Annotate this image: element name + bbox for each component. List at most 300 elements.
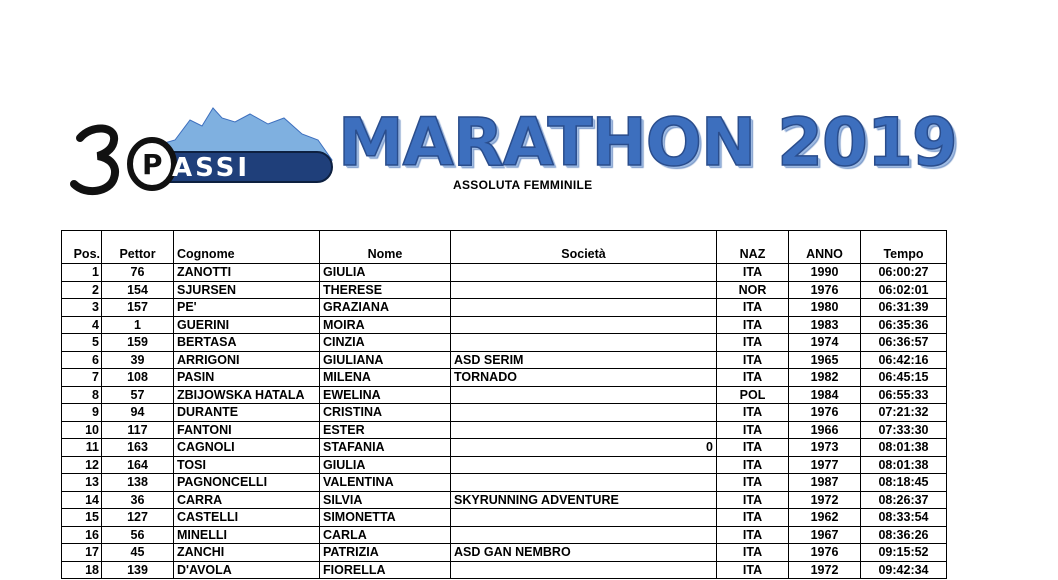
cell-name-text: SIMONETTA — [323, 510, 396, 525]
table-row — [62, 334, 947, 352]
cell-club — [451, 299, 717, 317]
cell-nat — [717, 299, 789, 317]
cell-year — [789, 491, 861, 509]
cell-surname-text: DURANTE — [177, 405, 239, 420]
table-row — [62, 544, 947, 562]
cell-surname-text: TOSI — [177, 457, 206, 472]
cell-surname — [174, 264, 320, 282]
cell-pos-text: 14 — [85, 492, 99, 507]
cell-pos — [62, 561, 102, 579]
cell-nat — [717, 369, 789, 387]
cell-year-text: 1982 — [810, 370, 839, 385]
cell-nat — [717, 526, 789, 544]
cell-pos — [62, 509, 102, 527]
cell-name — [320, 299, 451, 317]
table-row — [62, 509, 947, 527]
cell-surname-text: CAGNOLI — [177, 440, 235, 455]
cell-nat — [717, 561, 789, 579]
cell-year — [789, 264, 861, 282]
cell-name — [320, 404, 451, 422]
cell-surname-text: ZANCHI — [177, 545, 225, 560]
cell-year — [789, 526, 861, 544]
cell-bib — [102, 491, 174, 509]
cell-time-text: 07:33:30 — [878, 422, 929, 437]
cell-nat-text: ITA — [742, 352, 763, 367]
header-nat: NAZ — [717, 231, 789, 264]
table-row — [62, 316, 947, 334]
logo-three — [74, 128, 115, 191]
cell-year — [789, 439, 861, 457]
cell-time — [861, 334, 947, 352]
cell-surname — [174, 474, 320, 492]
header-name: Nome — [320, 231, 451, 264]
cell-name — [320, 456, 451, 474]
cell-surname — [174, 561, 320, 579]
cell-bib — [102, 386, 174, 404]
cell-bib-text: 159 — [127, 335, 148, 350]
cell-time-text: 08:33:54 — [878, 510, 929, 525]
cell-nat — [717, 439, 789, 457]
cell-name-text: STAFANIA — [323, 440, 385, 455]
cell-surname — [174, 281, 320, 299]
cell-pos — [62, 334, 102, 352]
cell-pos-text: 5 — [92, 335, 99, 350]
cell-surname-text: GUERINI — [177, 317, 230, 332]
cell-nat — [717, 316, 789, 334]
cell-surname — [174, 526, 320, 544]
cell-surname — [174, 509, 320, 527]
cell-year-text: 1966 — [810, 422, 839, 437]
cell-bib-text: 76 — [130, 265, 145, 280]
header-pos: Pos. — [62, 231, 102, 264]
cell-surname-text: MINELLI — [177, 527, 227, 542]
cell-nat — [717, 281, 789, 299]
cell-bib — [102, 369, 174, 387]
cell-surname — [174, 369, 320, 387]
header-bib: Pettor — [102, 231, 174, 264]
cell-club — [451, 439, 717, 457]
results-table — [61, 230, 947, 579]
cell-year-text: 1984 — [810, 387, 839, 402]
cell-bib-text: 1 — [134, 317, 141, 332]
cell-club — [451, 456, 717, 474]
cell-name-text: MILENA — [323, 370, 371, 385]
cell-bib-text: 57 — [130, 387, 145, 402]
cell-nat — [717, 264, 789, 282]
cell-year-text: 1973 — [810, 440, 839, 455]
cell-club — [451, 281, 717, 299]
cell-time-text: 06:35:36 — [878, 317, 929, 332]
cell-surname — [174, 316, 320, 334]
cell-surname-text: ZANOTTI — [177, 265, 232, 280]
cell-surname — [174, 544, 320, 562]
table-row — [62, 561, 947, 579]
cell-time — [861, 491, 947, 509]
cell-bib-text: 94 — [130, 405, 145, 420]
table-row — [62, 421, 947, 439]
cell-year — [789, 334, 861, 352]
cell-time — [861, 561, 947, 579]
cell-pos — [62, 299, 102, 317]
cell-time-text: 06:02:01 — [878, 282, 929, 297]
cell-year — [789, 299, 861, 317]
cell-nat-text: POL — [739, 387, 766, 402]
cell-bib — [102, 351, 174, 369]
cell-nat-text: ITA — [742, 335, 763, 350]
cell-club-text: ASD GAN NEMBRO — [454, 545, 571, 560]
cell-surname-text: ARRIGONI — [177, 352, 240, 367]
logo-30-passi — [70, 100, 340, 210]
cell-pos — [62, 281, 102, 299]
cell-name — [320, 439, 451, 457]
table-header-row — [62, 231, 947, 264]
cell-surname — [174, 299, 320, 317]
cell-nat — [717, 334, 789, 352]
cell-club — [451, 474, 717, 492]
cell-club — [451, 334, 717, 352]
cell-year-text: 1965 — [810, 352, 839, 367]
table-row — [62, 351, 947, 369]
cell-nat — [717, 491, 789, 509]
cell-bib — [102, 544, 174, 562]
cell-time — [861, 526, 947, 544]
cell-year — [789, 386, 861, 404]
table-row — [62, 526, 947, 544]
cell-surname — [174, 421, 320, 439]
cell-nat-text: ITA — [742, 510, 763, 525]
cell-club — [451, 509, 717, 527]
cell-nat-text: ITA — [742, 440, 763, 455]
cell-club — [451, 526, 717, 544]
cell-year-text: 1976 — [810, 405, 839, 420]
cell-time-text: 08:01:38 — [878, 440, 929, 455]
table-row — [62, 299, 947, 317]
cell-name-text: FIORELLA — [323, 562, 386, 577]
cell-year-text: 1974 — [810, 335, 839, 350]
cell-pos-text: 16 — [85, 527, 99, 542]
cell-bib-text: 139 — [127, 562, 148, 577]
cell-bib — [102, 316, 174, 334]
cell-bib-text: 39 — [130, 352, 145, 367]
cell-surname — [174, 386, 320, 404]
cell-bib-text: 108 — [127, 370, 148, 385]
cell-club — [451, 351, 717, 369]
cell-surname-text: FANTONI — [177, 422, 232, 437]
cell-name-text: PATRIZIA — [323, 545, 379, 560]
cell-year-text: 1990 — [810, 265, 839, 280]
cell-name — [320, 474, 451, 492]
cell-year-text: 1967 — [810, 527, 839, 542]
cell-pos-text: 11 — [85, 440, 99, 455]
table-row — [62, 456, 947, 474]
cell-bib — [102, 474, 174, 492]
cell-club — [451, 316, 717, 334]
cell-club-text: ASD SERIM — [454, 352, 524, 367]
cell-club — [451, 264, 717, 282]
cell-time — [861, 386, 947, 404]
cell-nat — [717, 386, 789, 404]
cell-name — [320, 526, 451, 544]
cell-surname — [174, 351, 320, 369]
cell-bib — [102, 526, 174, 544]
cell-pos — [62, 369, 102, 387]
cell-time-text: 08:01:38 — [878, 457, 929, 472]
cell-club — [451, 386, 717, 404]
cell-year-text: 1972 — [810, 562, 839, 577]
table-row — [62, 474, 947, 492]
cell-bib-text: 138 — [127, 475, 148, 490]
cell-pos-text: 10 — [85, 422, 99, 437]
cell-club — [451, 491, 717, 509]
header-year: ANNO — [789, 231, 861, 264]
cell-year-text: 1987 — [810, 475, 839, 490]
cell-time-text: 09:15:52 — [878, 545, 929, 560]
cell-time-text: 07:21:32 — [878, 405, 929, 420]
cell-time-text: 06:55:33 — [878, 387, 929, 402]
cell-name — [320, 334, 451, 352]
cell-pos — [62, 456, 102, 474]
cell-surname-text: SJURSEN — [177, 282, 237, 297]
cell-name — [320, 281, 451, 299]
cell-nat-text: ITA — [742, 492, 763, 507]
cell-pos-text: 12 — [85, 457, 99, 472]
cell-name-text: CINZIA — [323, 335, 365, 350]
cell-year — [789, 509, 861, 527]
header-time: Tempo — [861, 231, 947, 264]
cell-time-text: 06:45:15 — [878, 370, 929, 385]
cell-pos-text: 7 — [92, 370, 99, 385]
cell-nat-text: ITA — [742, 370, 763, 385]
cell-bib-text: 154 — [127, 282, 148, 297]
cell-bib-text: 117 — [127, 422, 148, 437]
cell-pos-text: 3 — [92, 300, 99, 315]
logo-word: ASSI — [172, 153, 251, 183]
cell-bib-text: 127 — [127, 510, 148, 525]
cell-surname-text: ZBIJOWSKA HATALA — [177, 387, 305, 402]
table-row — [62, 439, 947, 457]
cell-pos-text: 15 — [85, 510, 99, 525]
cell-bib-text: 163 — [127, 440, 148, 455]
cell-name — [320, 369, 451, 387]
cell-time — [861, 351, 947, 369]
table-row — [62, 386, 947, 404]
cell-nat-text: ITA — [742, 475, 763, 490]
cell-year-text: 1972 — [810, 492, 839, 507]
cell-nat — [717, 351, 789, 369]
cell-nat-text: ITA — [742, 265, 763, 280]
cell-time — [861, 544, 947, 562]
cell-year-text: 1962 — [810, 510, 839, 525]
cell-surname-text: CARRA — [177, 492, 223, 507]
cell-year — [789, 351, 861, 369]
cell-name — [320, 351, 451, 369]
cell-club — [451, 369, 717, 387]
cell-surname — [174, 491, 320, 509]
cell-name-text: GIULIANA — [323, 352, 384, 367]
cell-club — [451, 421, 717, 439]
cell-surname-text: PASIN — [177, 370, 215, 385]
cell-nat — [717, 474, 789, 492]
cell-year — [789, 404, 861, 422]
cell-pos-text: 8 — [92, 387, 99, 402]
cell-name — [320, 264, 451, 282]
table-row — [62, 264, 947, 282]
cell-surname-text: CASTELLI — [177, 510, 239, 525]
cell-pos — [62, 264, 102, 282]
cell-pos — [62, 491, 102, 509]
cell-nat-text: ITA — [742, 422, 763, 437]
cell-year — [789, 421, 861, 439]
cell-bib — [102, 509, 174, 527]
cell-year-text: 1976 — [810, 545, 839, 560]
page-title: MARATHON 2019 — [338, 104, 957, 181]
cell-name — [320, 421, 451, 439]
cell-time — [861, 369, 947, 387]
cell-bib — [102, 281, 174, 299]
cell-bib — [102, 264, 174, 282]
cell-bib-text: 164 — [127, 457, 148, 472]
table-row — [62, 281, 947, 299]
cell-time — [861, 404, 947, 422]
cell-bib — [102, 421, 174, 439]
cell-name — [320, 509, 451, 527]
cell-surname — [174, 439, 320, 457]
cell-year-text: 1976 — [810, 282, 839, 297]
cell-bib-text: 45 — [130, 545, 145, 560]
table-row — [62, 491, 947, 509]
cell-bib — [102, 439, 174, 457]
cell-pos — [62, 474, 102, 492]
cell-time-text: 06:36:57 — [878, 335, 929, 350]
cell-nat-text: ITA — [742, 405, 763, 420]
cell-nat-text: ITA — [742, 562, 763, 577]
cell-pos-text: 2 — [92, 282, 99, 297]
page-subtitle: ASSOLUTA FEMMINILE — [453, 178, 593, 192]
cell-pos-text: 4 — [92, 317, 99, 332]
cell-bib — [102, 561, 174, 579]
cell-club-text: SKYRUNNING ADVENTURE — [454, 492, 619, 507]
cell-time — [861, 281, 947, 299]
cell-pos — [62, 439, 102, 457]
cell-pos-text: 9 — [92, 405, 99, 420]
header-club: Società — [451, 231, 717, 264]
cell-pos — [62, 544, 102, 562]
cell-name — [320, 316, 451, 334]
cell-time — [861, 316, 947, 334]
cell-name-text: CARLA — [323, 527, 367, 542]
logo-p: P — [142, 148, 163, 181]
cell-pos-text: 17 — [85, 545, 99, 560]
cell-name — [320, 491, 451, 509]
cell-surname — [174, 404, 320, 422]
cell-name-text: GRAZIANA — [323, 300, 389, 315]
cell-year — [789, 561, 861, 579]
cell-time — [861, 264, 947, 282]
cell-name — [320, 544, 451, 562]
cell-nat-text: ITA — [742, 300, 763, 315]
header-surname: Cognome — [174, 231, 320, 264]
cell-bib-text: 157 — [127, 300, 148, 315]
table-row — [62, 404, 947, 422]
cell-bib-text: 56 — [130, 527, 145, 542]
cell-pos — [62, 316, 102, 334]
cell-time-text: 06:00:27 — [878, 265, 929, 280]
cell-nat-text: ITA — [742, 545, 763, 560]
cell-year — [789, 544, 861, 562]
cell-name-text: CRISTINA — [323, 405, 383, 420]
cell-nat — [717, 456, 789, 474]
cell-pos-text: 13 — [85, 475, 99, 490]
cell-time — [861, 439, 947, 457]
cell-nat-text: NOR — [738, 282, 767, 297]
cell-name-text: MOIRA — [323, 317, 365, 332]
cell-time-text: 08:18:45 — [878, 475, 929, 490]
cell-bib — [102, 404, 174, 422]
cell-year — [789, 456, 861, 474]
cell-nat — [717, 421, 789, 439]
cell-time-text: 08:36:26 — [878, 527, 929, 542]
cell-year — [789, 281, 861, 299]
cell-surname-text: BERTASA — [177, 335, 237, 350]
cell-year — [789, 369, 861, 387]
cell-time — [861, 456, 947, 474]
cell-club — [451, 404, 717, 422]
cell-nat-text: ITA — [742, 457, 763, 472]
cell-year-text: 1983 — [810, 317, 839, 332]
cell-time-text: 06:42:16 — [878, 352, 929, 367]
cell-pos — [62, 526, 102, 544]
cell-nat-text: ITA — [742, 317, 763, 332]
cell-nat — [717, 509, 789, 527]
cell-year — [789, 474, 861, 492]
cell-club — [451, 544, 717, 562]
cell-time-text: 08:26:37 — [878, 492, 929, 507]
table-row — [62, 369, 947, 387]
cell-surname — [174, 456, 320, 474]
cell-nat — [717, 404, 789, 422]
cell-club-extra: 0 — [706, 440, 713, 454]
cell-bib-text: 36 — [130, 492, 145, 507]
cell-pos-text: 18 — [85, 562, 99, 577]
cell-time — [861, 421, 947, 439]
cell-surname — [174, 334, 320, 352]
cell-year-text: 1980 — [810, 300, 839, 315]
cell-name-text: GIULIA — [323, 457, 366, 472]
cell-bib — [102, 456, 174, 474]
cell-time — [861, 509, 947, 527]
cell-surname-text: PE' — [177, 300, 197, 315]
cell-name — [320, 561, 451, 579]
cell-nat — [717, 544, 789, 562]
cell-pos — [62, 404, 102, 422]
cell-nat-text: ITA — [742, 527, 763, 542]
cell-name-text: EWELINA — [323, 387, 381, 402]
cell-bib — [102, 334, 174, 352]
cell-year-text: 1977 — [810, 457, 839, 472]
cell-pos — [62, 421, 102, 439]
cell-pos — [62, 386, 102, 404]
cell-year — [789, 316, 861, 334]
cell-name-text: GIULIA — [323, 265, 366, 280]
cell-surname-text: D'AVOLA — [177, 562, 232, 577]
cell-name-text: SILVIA — [323, 492, 363, 507]
cell-surname-text: PAGNONCELLI — [177, 475, 268, 490]
cell-pos-text: 6 — [92, 352, 99, 367]
cell-bib — [102, 299, 174, 317]
cell-time-text: 09:42:34 — [878, 562, 929, 577]
cell-pos-text: 1 — [92, 265, 99, 280]
cell-club-text: TORNADO — [454, 370, 517, 385]
